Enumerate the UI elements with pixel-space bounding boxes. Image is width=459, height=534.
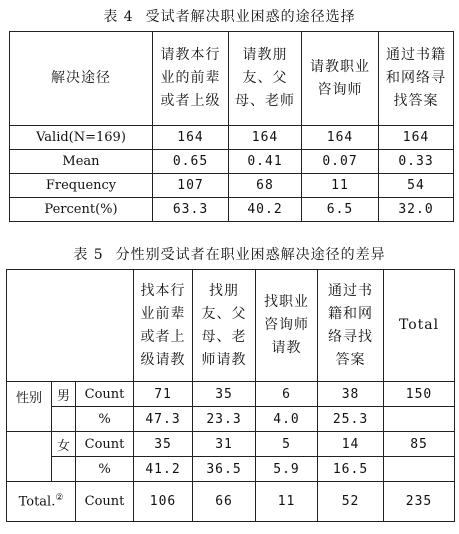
table-cell: 150 — [384, 382, 455, 407]
table-cell: 0.33 — [379, 150, 454, 174]
table-cell: 63.3 — [153, 198, 229, 222]
table-cell: 0.41 — [229, 150, 302, 174]
table5-male-pct-label: % — [76, 407, 134, 432]
table-cell: 41.2 — [134, 457, 193, 482]
table-row — [7, 457, 455, 482]
table5-total-note: ② — [55, 493, 64, 504]
table-cell: 23.3 — [193, 407, 256, 432]
table5-total-label: Total. — [18, 494, 56, 510]
table-cell: 16.5 — [318, 457, 384, 482]
table5-header-empty — [7, 270, 134, 382]
table-cell: 6 — [256, 382, 318, 407]
table5-caption-text: 分性别受试者在职业困惑解决途径的差异 — [115, 247, 386, 263]
table4-header-3: 请教职业咨询师 — [302, 32, 379, 126]
table5 — [6, 269, 455, 522]
table5-header-2: 找朋友、父母、老师请教 — [193, 270, 256, 382]
table-row — [7, 382, 455, 407]
table5-caption — [0, 244, 459, 264]
table5-header-row — [7, 270, 455, 382]
table5-caption-number: 表 5 — [73, 247, 104, 263]
table-cell: 54 — [379, 174, 454, 198]
table-cell: 38 — [318, 382, 384, 407]
table-cell: 6.5 — [302, 198, 379, 222]
table-cell: 71 — [134, 382, 193, 407]
table-cell: 31 — [193, 432, 256, 457]
table-cell: 85 — [384, 432, 455, 457]
table-cell: 66 — [193, 482, 256, 522]
table5-male-label: 男 — [52, 382, 76, 407]
table4-header-4: 通过书籍和网络寻找答案 — [379, 32, 454, 126]
table-cell: 25.3 — [318, 407, 384, 432]
table-cell — [384, 407, 455, 432]
table4-header-row — [10, 32, 454, 126]
table4-caption-text: 受试者解决职业困惑的途径选择 — [145, 9, 356, 25]
table5-total-count-label: Count — [76, 482, 134, 522]
table-row — [7, 482, 455, 522]
table-cell: 106 — [134, 482, 193, 522]
table4 — [9, 31, 454, 222]
table5-gender-spacer — [7, 432, 52, 482]
table-row — [10, 198, 454, 222]
table4-row-label-frequency: Frequency — [10, 174, 153, 198]
table-cell: 32.0 — [379, 198, 454, 222]
table4-corner-label: 解决途径 — [10, 32, 153, 126]
table-cell: 164 — [379, 126, 454, 150]
table-row — [10, 126, 454, 150]
table-cell: 0.07 — [302, 150, 379, 174]
table5-header-3: 找职业咨询师请教 — [256, 270, 318, 382]
table4-caption — [0, 6, 459, 26]
table-cell: 0.65 — [153, 150, 229, 174]
table-cell: 35 — [134, 432, 193, 457]
table-cell: 47.3 — [134, 407, 193, 432]
table-cell: 35 — [193, 382, 256, 407]
table-cell: 14 — [318, 432, 384, 457]
table4-row-label-percent: Percent(%) — [10, 198, 153, 222]
table-cell: 11 — [256, 482, 318, 522]
table-cell: 4.0 — [256, 407, 318, 432]
table5-female-pct-label: % — [76, 457, 134, 482]
table5-female-label: 女 — [52, 432, 76, 457]
table4-row-label-valid: Valid(N=169) — [10, 126, 153, 150]
table4-header-1: 请教本行业的前辈或者上级 — [153, 32, 229, 126]
table-cell: 36.5 — [193, 457, 256, 482]
table5-gender-label: 性别 — [7, 382, 52, 432]
table-cell: 164 — [153, 126, 229, 150]
table-cell: 235 — [384, 482, 455, 522]
table-cell: 107 — [153, 174, 229, 198]
table4-caption-number: 表 4 — [103, 9, 134, 25]
table-cell: 11 — [302, 174, 379, 198]
table5-male-spacer — [52, 407, 76, 432]
table-row — [10, 174, 454, 198]
table-cell: 5.9 — [256, 457, 318, 482]
table4-row-label-mean: Mean — [10, 150, 153, 174]
table-row — [7, 407, 455, 432]
table-cell: 5 — [256, 432, 318, 457]
table5-header-total: Total — [384, 270, 455, 382]
table5-female-count-label: Count — [76, 432, 134, 457]
table5-male-count-label: Count — [76, 382, 134, 407]
table-cell — [384, 457, 455, 482]
table4-header-2: 请教朋友、父母、老师 — [229, 32, 302, 126]
table5-header-4: 通过书籍和网络寻找答案 — [318, 270, 384, 382]
table-cell: 52 — [318, 482, 384, 522]
table-cell: 40.2 — [229, 198, 302, 222]
table-row — [7, 432, 455, 457]
table-cell: 68 — [229, 174, 302, 198]
table-row — [10, 150, 454, 174]
table5-total-label-cell — [7, 482, 76, 522]
table5-female-spacer — [52, 457, 76, 482]
table-cell: 164 — [229, 126, 302, 150]
table5-header-1: 找本行业前辈或者上级请教 — [134, 270, 193, 382]
table-cell: 164 — [302, 126, 379, 150]
